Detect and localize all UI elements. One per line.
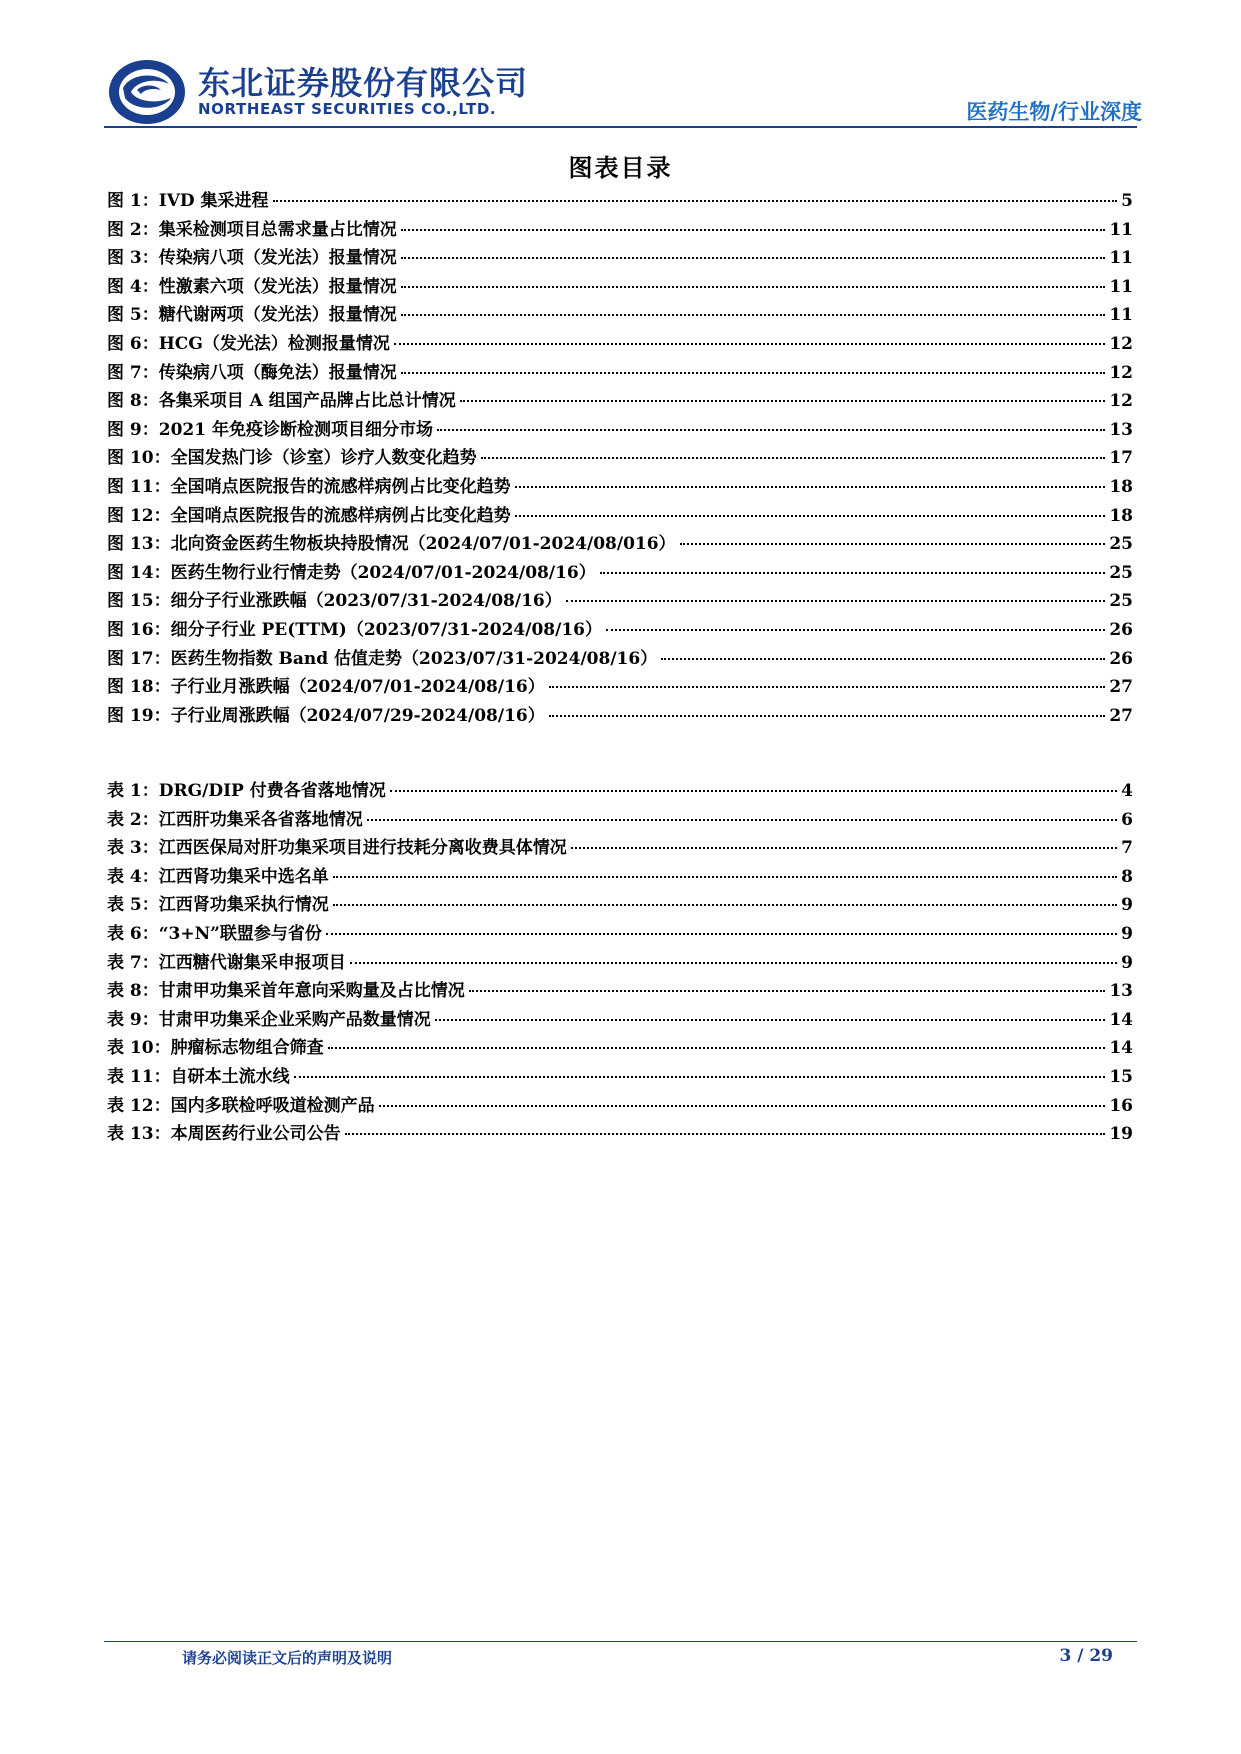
dot-leader [435, 1019, 1106, 1021]
dot-leader [328, 1047, 1106, 1049]
figure-toc-entry[interactable] [107, 300, 1133, 329]
toc-entry-label[interactable]: 图 8：各集采项目 A 组国产品牌占比总计情况 [107, 391, 456, 412]
table-toc-entry[interactable] [107, 890, 1133, 919]
toc-entry-page[interactable]: 13 [1109, 419, 1133, 440]
page-title: 图表目录 [568, 154, 673, 182]
toc-entry-label[interactable]: 表 6：“3+N”联盟参与省份 [107, 923, 322, 944]
table-toc-entry[interactable] [107, 1033, 1133, 1062]
toc-entry-page[interactable]: 11 [1109, 219, 1133, 240]
dot-leader [273, 200, 1118, 202]
figure-list [107, 186, 1133, 729]
table-toc-entry[interactable] [107, 833, 1133, 862]
table-toc-entry[interactable] [107, 976, 1133, 1005]
page-number: 3 / 29 [1059, 1646, 1113, 1666]
toc-entry-label[interactable]: 图 5：糖代谢两项（发光法）报量情况 [107, 305, 397, 326]
toc-entry-page[interactable]: 7 [1121, 838, 1133, 859]
table-toc-entry[interactable] [107, 948, 1133, 977]
dot-leader [345, 1133, 1106, 1135]
dot-leader [549, 715, 1106, 717]
dot-leader [515, 486, 1106, 488]
figure-toc-entry[interactable] [107, 215, 1133, 244]
toc-entry-page[interactable]: 14 [1109, 1009, 1133, 1030]
dot-leader [401, 286, 1106, 288]
figure-toc-entry[interactable] [107, 558, 1133, 587]
toc-entry-label[interactable]: 图 10：全国发热门诊（诊室）诊疗人数变化趋势 [107, 448, 477, 469]
toc-entry-label[interactable]: 图 14：医药生物行业行情走势（2024/07/01-2024/08/16） [107, 562, 596, 583]
dot-leader [437, 429, 1105, 431]
toc-entry-label[interactable]: 表 11：自研本土流水线 [107, 1066, 290, 1087]
toc-entry-page[interactable]: 9 [1121, 952, 1133, 973]
toc-entry-page[interactable]: 5 [1121, 191, 1133, 211]
toc-entry-label[interactable]: 图 12：全国哨点医院报告的流感样病例占比变化趋势 [107, 505, 511, 526]
toc-entry-label[interactable]: 图 13：北向资金医药生物板块持股情况（2024/07/01-2024/08/016） [107, 534, 676, 555]
toc-entry-page[interactable]: 11 [1109, 248, 1133, 269]
toc-entry-page[interactable]: 26 [1109, 648, 1133, 669]
table-toc-entry[interactable] [107, 1119, 1133, 1148]
toc-entry-label[interactable]: 表 1：DRG/DIP 付费各省落地情况 [107, 781, 386, 801]
toc-entry-page[interactable]: 18 [1109, 505, 1133, 526]
figure-toc-entry[interactable] [107, 501, 1133, 530]
toc-entry-label[interactable]: 表 3：江西医保局对肝功集采项目进行技耗分离收费具体情况 [107, 838, 567, 859]
table-toc-entry[interactable] [107, 1005, 1133, 1034]
dot-leader [571, 847, 1117, 849]
footer-divider [104, 1641, 1137, 1642]
dot-leader [333, 904, 1117, 906]
toc-entry-label[interactable]: 图 6：HCG（发光法）检测报量情况 [107, 333, 390, 354]
dot-leader [401, 314, 1106, 316]
toc-entry-page[interactable]: 27 [1109, 677, 1133, 698]
toc-entry-label[interactable]: 图 19：子行业周涨跌幅（2024/07/29-2024/08/16） [107, 705, 545, 726]
toc-entry-page[interactable]: 4 [1121, 781, 1133, 801]
header-divider [104, 126, 1137, 128]
toc-entry-label[interactable]: 表 9：甘肃甲功集采企业采购产品数量情况 [107, 1009, 431, 1030]
toc-entry-label[interactable]: 图 11：全国哨点医院报告的流感样病例占比变化趋势 [107, 476, 511, 497]
toc-entry-page[interactable]: 13 [1109, 981, 1133, 1002]
toc-entry-label[interactable]: 图 17：医药生物指数 Band 估值走势（2023/07/31-2024/08/16） [107, 648, 658, 669]
toc-entry-page[interactable]: 12 [1109, 391, 1133, 412]
dot-leader [481, 457, 1106, 459]
dot-leader [549, 686, 1106, 688]
toc-entry-label[interactable]: 图 1：IVD 集采进程 [107, 191, 269, 211]
toc-entry-label[interactable]: 表 7：江西糖代谢集采申报项目 [107, 952, 346, 973]
toc-entry-label[interactable]: 表 8：甘肃甲功集采首年意向采购量及占比情况 [107, 981, 465, 1002]
dot-leader [390, 790, 1117, 792]
toc-entry-page[interactable]: 8 [1121, 866, 1133, 887]
toc-entry-label[interactable]: 图 15：细分子行业涨跌幅（2023/07/31-2024/08/16） [107, 591, 562, 612]
toc-entry-page[interactable]: 27 [1109, 705, 1133, 726]
figure-toc-entry[interactable] [107, 186, 1133, 215]
toc-entry-page[interactable]: 11 [1109, 276, 1133, 297]
figure-toc-entry[interactable] [107, 472, 1133, 501]
toc-entry-page[interactable]: 16 [1109, 1095, 1133, 1116]
toc-entry-label[interactable]: 图 9：2021 年免疫诊断检测项目细分市场 [107, 419, 433, 440]
toc-entry-page[interactable]: 12 [1109, 333, 1133, 354]
dot-leader [350, 962, 1117, 964]
toc-entry-label[interactable]: 图 2：集采检测项目总需求量占比情况 [107, 219, 397, 240]
toc-entry-label[interactable]: 图 18：子行业月涨跌幅（2024/07/01-2024/08/16） [107, 677, 545, 698]
figure-toc-entry[interactable] [107, 272, 1133, 301]
figure-toc-entry[interactable] [107, 329, 1133, 358]
toc-entry-page[interactable]: 15 [1109, 1066, 1133, 1087]
dot-leader [460, 400, 1106, 402]
toc-entry-page[interactable]: 12 [1109, 362, 1133, 383]
toc-entry-label[interactable]: 表 12：国内多联检呼吸道检测产品 [107, 1095, 375, 1116]
table-toc-entry[interactable] [107, 776, 1133, 805]
figure-toc-entry[interactable] [107, 443, 1133, 472]
dot-leader [515, 515, 1106, 517]
figure-toc-entry[interactable] [107, 672, 1133, 701]
figure-toc-entry[interactable] [107, 386, 1133, 415]
figure-toc-entry[interactable] [107, 701, 1133, 730]
toc-entry-label[interactable]: 图 4：性激素六项（发光法）报量情况 [107, 276, 397, 297]
dot-leader [469, 990, 1106, 992]
toc-entry-page[interactable]: 19 [1109, 1124, 1133, 1145]
table-toc-entry[interactable] [107, 862, 1133, 891]
table-toc-entry[interactable] [107, 919, 1133, 948]
toc-entry-page[interactable]: 25 [1109, 591, 1133, 612]
dot-leader [401, 257, 1106, 259]
toc-entry-page[interactable]: 9 [1121, 923, 1133, 944]
report-type: 医药生物/行业深度 [966, 100, 1142, 124]
toc-entry-label[interactable]: 表 5：江西肾功集采执行情况 [107, 895, 329, 916]
dot-leader [566, 600, 1106, 602]
figure-toc-entry[interactable] [107, 586, 1133, 615]
toc-entry-label[interactable]: 图 16：细分子行业 PE(TTM)（2023/07/31-2024/08/16） [107, 619, 602, 640]
toc-entry-label[interactable]: 图 3：传染病八项（发光法）报量情况 [107, 248, 397, 269]
dot-leader [401, 372, 1106, 374]
company-logo-icon [107, 58, 187, 126]
dot-leader [394, 343, 1105, 345]
toc-entry-page[interactable]: 9 [1121, 895, 1133, 916]
dot-leader [367, 819, 1117, 821]
toc-entry-page[interactable]: 17 [1109, 448, 1133, 469]
table-list [107, 776, 1133, 1148]
dot-leader [294, 1076, 1106, 1078]
toc-entry-label[interactable]: 图 7：传染病八项（酶免法）报量情况 [107, 362, 397, 383]
dot-leader [333, 876, 1117, 878]
dot-leader [600, 572, 1106, 574]
dot-leader [661, 658, 1105, 660]
toc-entry-page[interactable]: 26 [1109, 619, 1133, 640]
toc-entry-page[interactable]: 25 [1109, 562, 1133, 583]
dot-leader [401, 229, 1106, 231]
toc-entry-label[interactable]: 表 4：江西肾功集采中选名单 [107, 866, 329, 887]
toc-entry-page[interactable]: 6 [1121, 809, 1133, 830]
dot-leader [379, 1105, 1106, 1107]
figure-toc-entry[interactable] [107, 644, 1133, 673]
dot-leader [680, 543, 1106, 545]
table-toc-entry[interactable] [107, 1091, 1133, 1120]
table-toc-entry[interactable] [107, 1062, 1133, 1091]
figure-toc-entry[interactable] [107, 358, 1133, 387]
company-name-cn: 东北证券股份有限公司 [198, 64, 529, 102]
toc-entry-label[interactable]: 表 10：肿瘤标志物组合筛查 [107, 1038, 324, 1059]
figure-toc-entry[interactable] [107, 243, 1133, 272]
figure-toc-entry[interactable] [107, 529, 1133, 558]
footer-disclaimer: 请务必阅读正文后的声明及说明 [182, 1649, 393, 1667]
table-toc-entry[interactable] [107, 805, 1133, 834]
figure-toc-entry[interactable] [107, 415, 1133, 444]
toc-entry-page[interactable]: 11 [1109, 305, 1133, 326]
toc-entry-page[interactable]: 18 [1109, 476, 1133, 497]
dot-leader [606, 629, 1105, 631]
toc-entry-page[interactable]: 14 [1109, 1038, 1133, 1059]
company-name-en: NORTHEAST SECURITIES CO.,LTD. [198, 100, 497, 118]
dot-leader [326, 933, 1117, 935]
toc-entry-label[interactable]: 表 13：本周医药行业公司公告 [107, 1124, 341, 1145]
toc-entry-label[interactable]: 表 2：江西肝功集采各省落地情况 [107, 809, 363, 830]
toc-entry-page[interactable]: 25 [1109, 534, 1133, 555]
figure-toc-entry[interactable] [107, 615, 1133, 644]
